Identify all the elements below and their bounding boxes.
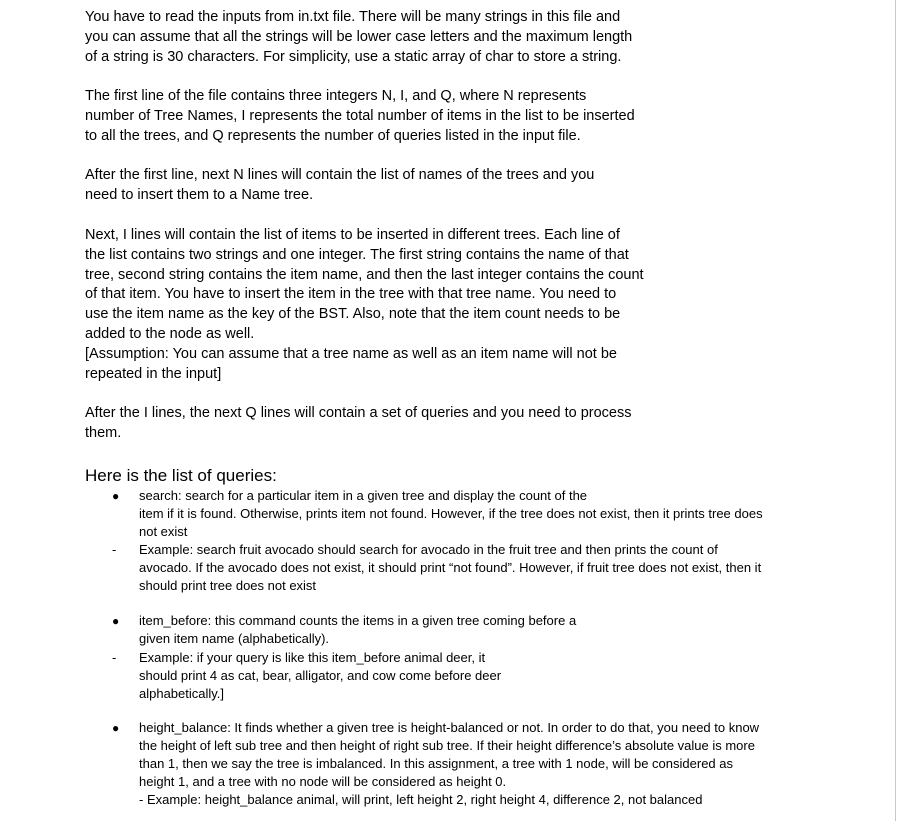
query-item-before-example: [139, 649, 501, 703]
text-line: [Assumption: You can assume that a tree name as well as an item name will not be: [85, 345, 617, 362]
text-line: should print 4 as cat, bear, alligator, and cow come before deer: [139, 668, 502, 683]
text-line: The first line of the file contains three integers N, I, and Q, where N represents: [85, 88, 587, 104]
text-line: You have to read the inputs from in.txt file. There will be many strings in this file and: [85, 9, 621, 25]
text-line: height_balance: It finds whether a given tree is height-balanced or not. In order to do that, you need to know: [139, 720, 760, 735]
bullet-icon: ●: [112, 614, 120, 628]
queries-heading: Here is the list of queries:: [85, 466, 277, 485]
text-line: repeated in the input]: [85, 365, 222, 382]
text-line: use the item name as the key of the BST. Also, note that the item count needs to be: [85, 306, 621, 323]
query-search-example: [139, 541, 761, 595]
text-line: search: search for a particular item in a given tree and display the count of the: [139, 488, 588, 503]
text-line: should print tree does not exist: [139, 578, 317, 593]
text-line: After the first line, next N lines will contain the list of names of the trees and you: [85, 167, 595, 183]
text-line: of that item. You have to insert the item in the tree with that tree name. You need to: [85, 286, 617, 303]
text-line: than 1, then we say the tree is imbalanced. In this assignment, a tree with 1 node, will be considered as: [139, 756, 734, 771]
text-line: to all the trees, and Q represents the number of queries listed in the input file.: [85, 127, 581, 144]
text-line: avocado. If the avocado does not exist, it should print “not found”. However, if fruit tree does not exist, then it: [139, 560, 762, 575]
text-line: the height of left sub tree and then height of right sub tree. If their height difference’s absolute value is more: [139, 738, 755, 753]
query-height-balance: [139, 719, 759, 809]
text-line: tree, second string contains the item name, and then the last integer contains the count: [85, 266, 644, 283]
text-line: Example: search fruit avocado should search for avocado in the fruit tree and then prints the count of: [139, 542, 718, 557]
text-line: number of Tree Names, I represents the total number of items in the list to be inserted: [85, 107, 635, 124]
text-line: them.: [85, 424, 122, 441]
text-line: need to insert them to a Name tree.: [85, 186, 314, 203]
dash-marker: -: [112, 542, 117, 557]
text-line: Next, I lines will contain the list of items to be inserted in different trees. Each line of: [85, 227, 620, 243]
text-line: alphabetically.]: [139, 686, 225, 701]
text-line: Example: if your query is like this item_before animal deer, it: [139, 650, 486, 665]
text-line: given item name (alphabetically).: [139, 631, 330, 646]
text-line: not exist: [139, 524, 188, 539]
paragraph-first-line: [85, 87, 635, 146]
paragraph-tree-names: [85, 166, 594, 206]
paragraph-input-file: [85, 8, 632, 67]
text-line: you can assume that all the strings will be lower case letters and the maximum length: [85, 28, 633, 45]
text-line: height 1, and a tree with no node will be considered as height 0.: [139, 774, 507, 789]
paragraph-items: [85, 226, 644, 384]
dash-marker: -: [112, 650, 117, 665]
bullet-icon: ●: [112, 489, 120, 503]
text-line: - Example: height_balance animal, will print, left height 2, right height 4, difference 2, not balanced: [139, 792, 703, 807]
text-line: item if it is found. Otherwise, prints item not found. However, if the tree does not exist, then it prints tree does: [139, 506, 763, 521]
page-edge: [895, 0, 896, 821]
text-line: the list contains two strings and one integer. The first string contains the name of that: [85, 246, 629, 263]
text-line: After the I lines, the next Q lines will contain a set of queries and you need to process: [85, 405, 632, 421]
text-line: item_before: this command counts the items in a given tree coming before a: [139, 613, 577, 628]
query-search: [139, 487, 763, 541]
bullet-icon: ●: [112, 721, 120, 735]
text-line: added to the node as well.: [85, 325, 255, 342]
query-item-before: [139, 612, 576, 648]
paragraph-queries-intro: [85, 404, 631, 444]
text-line: of a string is 30 characters. For simplicity, use a static array of char to store a string.: [85, 48, 622, 65]
